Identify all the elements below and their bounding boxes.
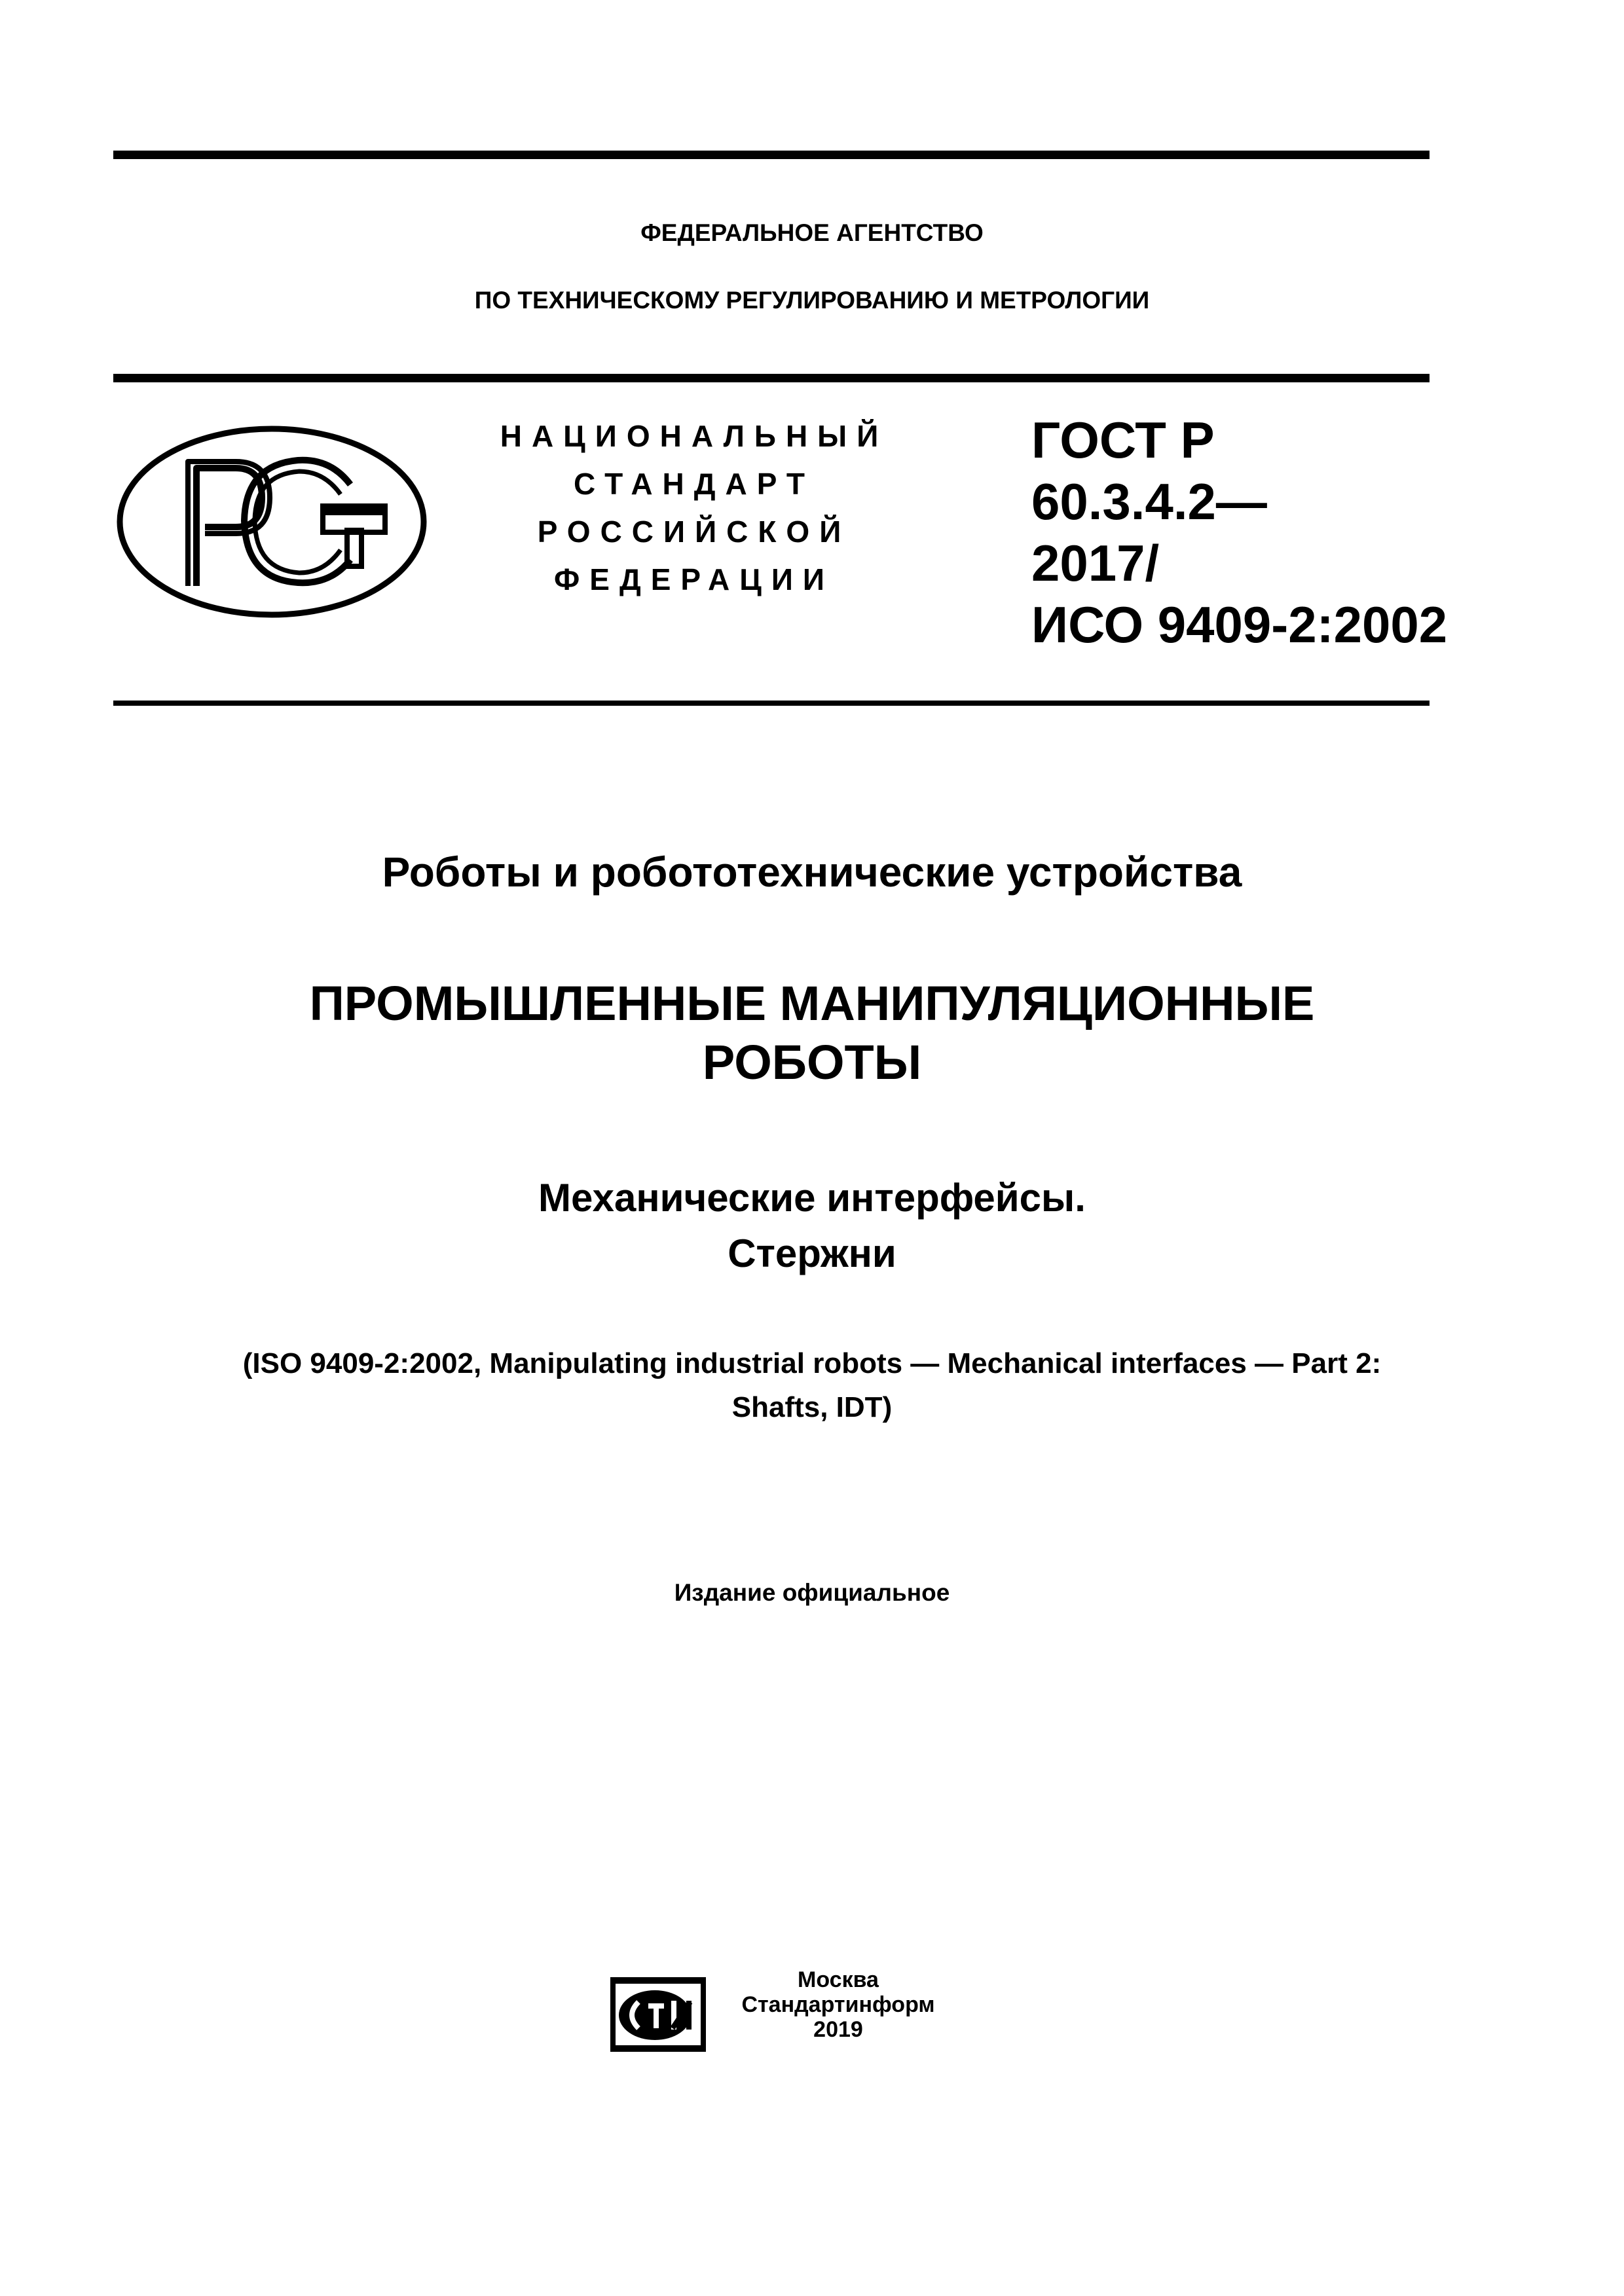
agency-line-1: ФЕДЕРАЛЬНОЕ АГЕНТСТВО [640, 219, 984, 246]
publisher-info [720, 1967, 956, 2042]
iso-reference-line-2: Shafts, IDT) [731, 1391, 893, 1423]
publisher-city: Москва [798, 1967, 879, 1992]
subtitle-line-1: Механические интерфейсы. [538, 1176, 1086, 1220]
designation-rule [113, 701, 1430, 706]
main-title-line-1: ПРОМЫШЛЕННЫЕ МАНИПУЛЯЦИОННЫЕ [309, 976, 1315, 1030]
top-rule [113, 151, 1430, 159]
publisher-name: Стандартинформ [741, 1992, 935, 2017]
group-title: Роботы и робототехнические устройства [382, 848, 1242, 896]
national-standard-label [458, 412, 930, 604]
main-title-line-2: РОБОТЫ [702, 1035, 922, 1089]
standartinform-logo-icon [609, 1976, 707, 2053]
designation-line-4: ИСО 9409-2:2002 [1031, 596, 1448, 653]
designation-line-3: 2017/ [1031, 534, 1160, 592]
publisher-year: 2019 [813, 2017, 863, 2042]
designation-line-1: ГОСТ Р [1031, 411, 1215, 469]
agency-line-2: ПО ТЕХНИЧЕСКОМУ РЕГУЛИРОВАНИЮ И МЕТРОЛОГИИ [474, 287, 1150, 314]
national-line-2: СТАНДАРТ [574, 467, 815, 501]
national-line-1: НАЦИОНАЛЬНЫЙ [500, 419, 889, 453]
subtitle-line-2: Стержни [728, 1231, 896, 1275]
iso-reference-line-1: (ISO 9409-2:2002, Manipulating industrial robots — Mechanical interfaces — Part 2: [242, 1347, 1382, 1379]
designation-line-2: 60.3.4.2— [1031, 473, 1267, 530]
national-line-4: ФЕДЕРАЦИИ [554, 562, 834, 596]
national-line-3: РОССИЙСКОЙ [537, 515, 851, 549]
edition-label: Издание официальное [674, 1579, 950, 1606]
header-rule [113, 374, 1430, 382]
gost-r-logo-icon [115, 422, 429, 622]
standard-designation [1031, 409, 1447, 655]
